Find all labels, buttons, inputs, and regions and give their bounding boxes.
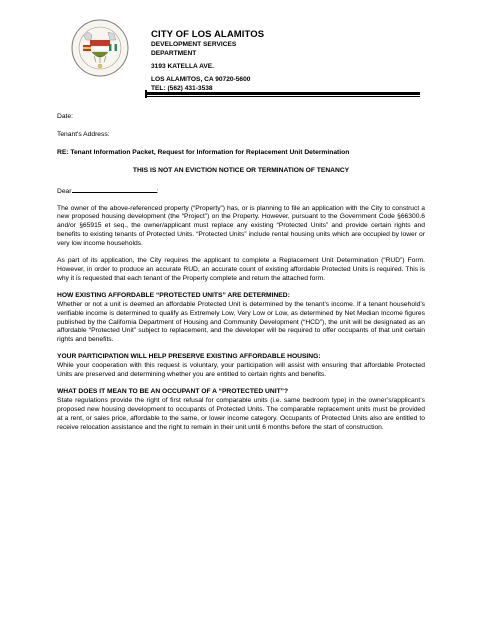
paragraph-participation: While your cooperation with this request is voluntary, your participation will assist with ensuring that affordable Protected Units are preserved and determining whether you are entitled to certain rights and benefits.: [57, 362, 425, 379]
notice-heading: THIS IS NOT AN EVICTION NOTICE OR TERMINATION OF TENANCY: [132, 166, 350, 174]
city-state-zip: LOS ALAMITOS, CA 90720-5600: [151, 76, 251, 83]
letter-body: [57, 113, 425, 432]
city-seal-icon: [70, 18, 130, 78]
salutation-blank: [72, 185, 157, 193]
header-rule-thick: [145, 92, 420, 95]
street-address: 3193 KATELLA AVE.: [151, 63, 215, 70]
heading-determined: HOW EXISTING AFFORDABLE “PROTECTED UNITS” ARE DETERMINED:: [57, 291, 290, 299]
paragraph-occupant: State regulations provide the right of first refusal for comparable units (i.e. same bedroom type) in the owner’s/applicant’s proposed new housing development to occupants of Protected Units. The comparable replacement units must be provided at a rent, or sales price, affordable to the same, or lower income category. Occupants of Protected Units also are entitled to receive relocation assistance and the right to remain in their unit until 6 months before the start of construction.: [57, 396, 425, 431]
department-line2: DEPARTMENT: [151, 50, 197, 57]
salutation: [57, 185, 425, 197]
letterhead: [151, 29, 411, 93]
paragraph-intro: The owner of the above-referenced property (“Property”) has, or is planning to file an application with the City to construct a new proposed housing development (the “Project”) on the Property. However, pursuant to the Government Code §66300.6 and/or §65915 et seq., the owner/applicant must replace any existing “Protected Units” and provide certain rights and benefits to existing tenants of Protected Units. “Protected Units” include rental housing units which are occupied by lower or very low income households.: [57, 204, 425, 248]
city-name: CITY OF LOS ALAMITOS: [151, 29, 265, 40]
header-rule-thin: [145, 96, 420, 97]
salutation-dear: Dear: [57, 187, 72, 195]
department-line1: DEVELOPMENT SERVICES: [151, 41, 237, 48]
telephone: TEL: (562) 431-3538: [151, 85, 213, 92]
date-label: Date:: [57, 113, 73, 120]
re-line: RE: Tenant Information Packet, Request for Information for Replacement Unit Determination: [57, 148, 350, 156]
salutation-colon: :: [156, 187, 159, 195]
heading-occupant: WHAT DOES IT MEAN TO BE AN OCCUPANT OF A “PROTECTED UNIT”?: [57, 387, 289, 395]
tenant-address-label: Tenant's Address:: [57, 130, 110, 138]
paragraph-rud: As part of its application, the City requires the applicant to complete a Replacement Unit Determination (“RUD”) Form. However, in order to produce an accurate RUD, an accurate count of existing affordable Protected Units is required. This is why it is requested that each tenant of the Property complete and return the attached form.: [57, 257, 425, 282]
paragraph-determined: Whether or not a unit is deemed an affordable Protected Unit is determined by the tenant’s income. If a tenant household’s verifiable income is determined to qualify as Extremely Low, Very Low or Low, as determined by Net Median Income figures published by the California Department of Housing and Community Development (“HCD”), the unit will be designated as an affordable “Protected Unit” subject to replacement, and the developer will be required to offer occupants of that unit certain rights and benefits.: [57, 300, 425, 344]
heading-participation: YOUR PARTICIPATION WILL HELP PRESERVE EXISTING AFFORDABLE HOUSING:: [57, 353, 321, 361]
